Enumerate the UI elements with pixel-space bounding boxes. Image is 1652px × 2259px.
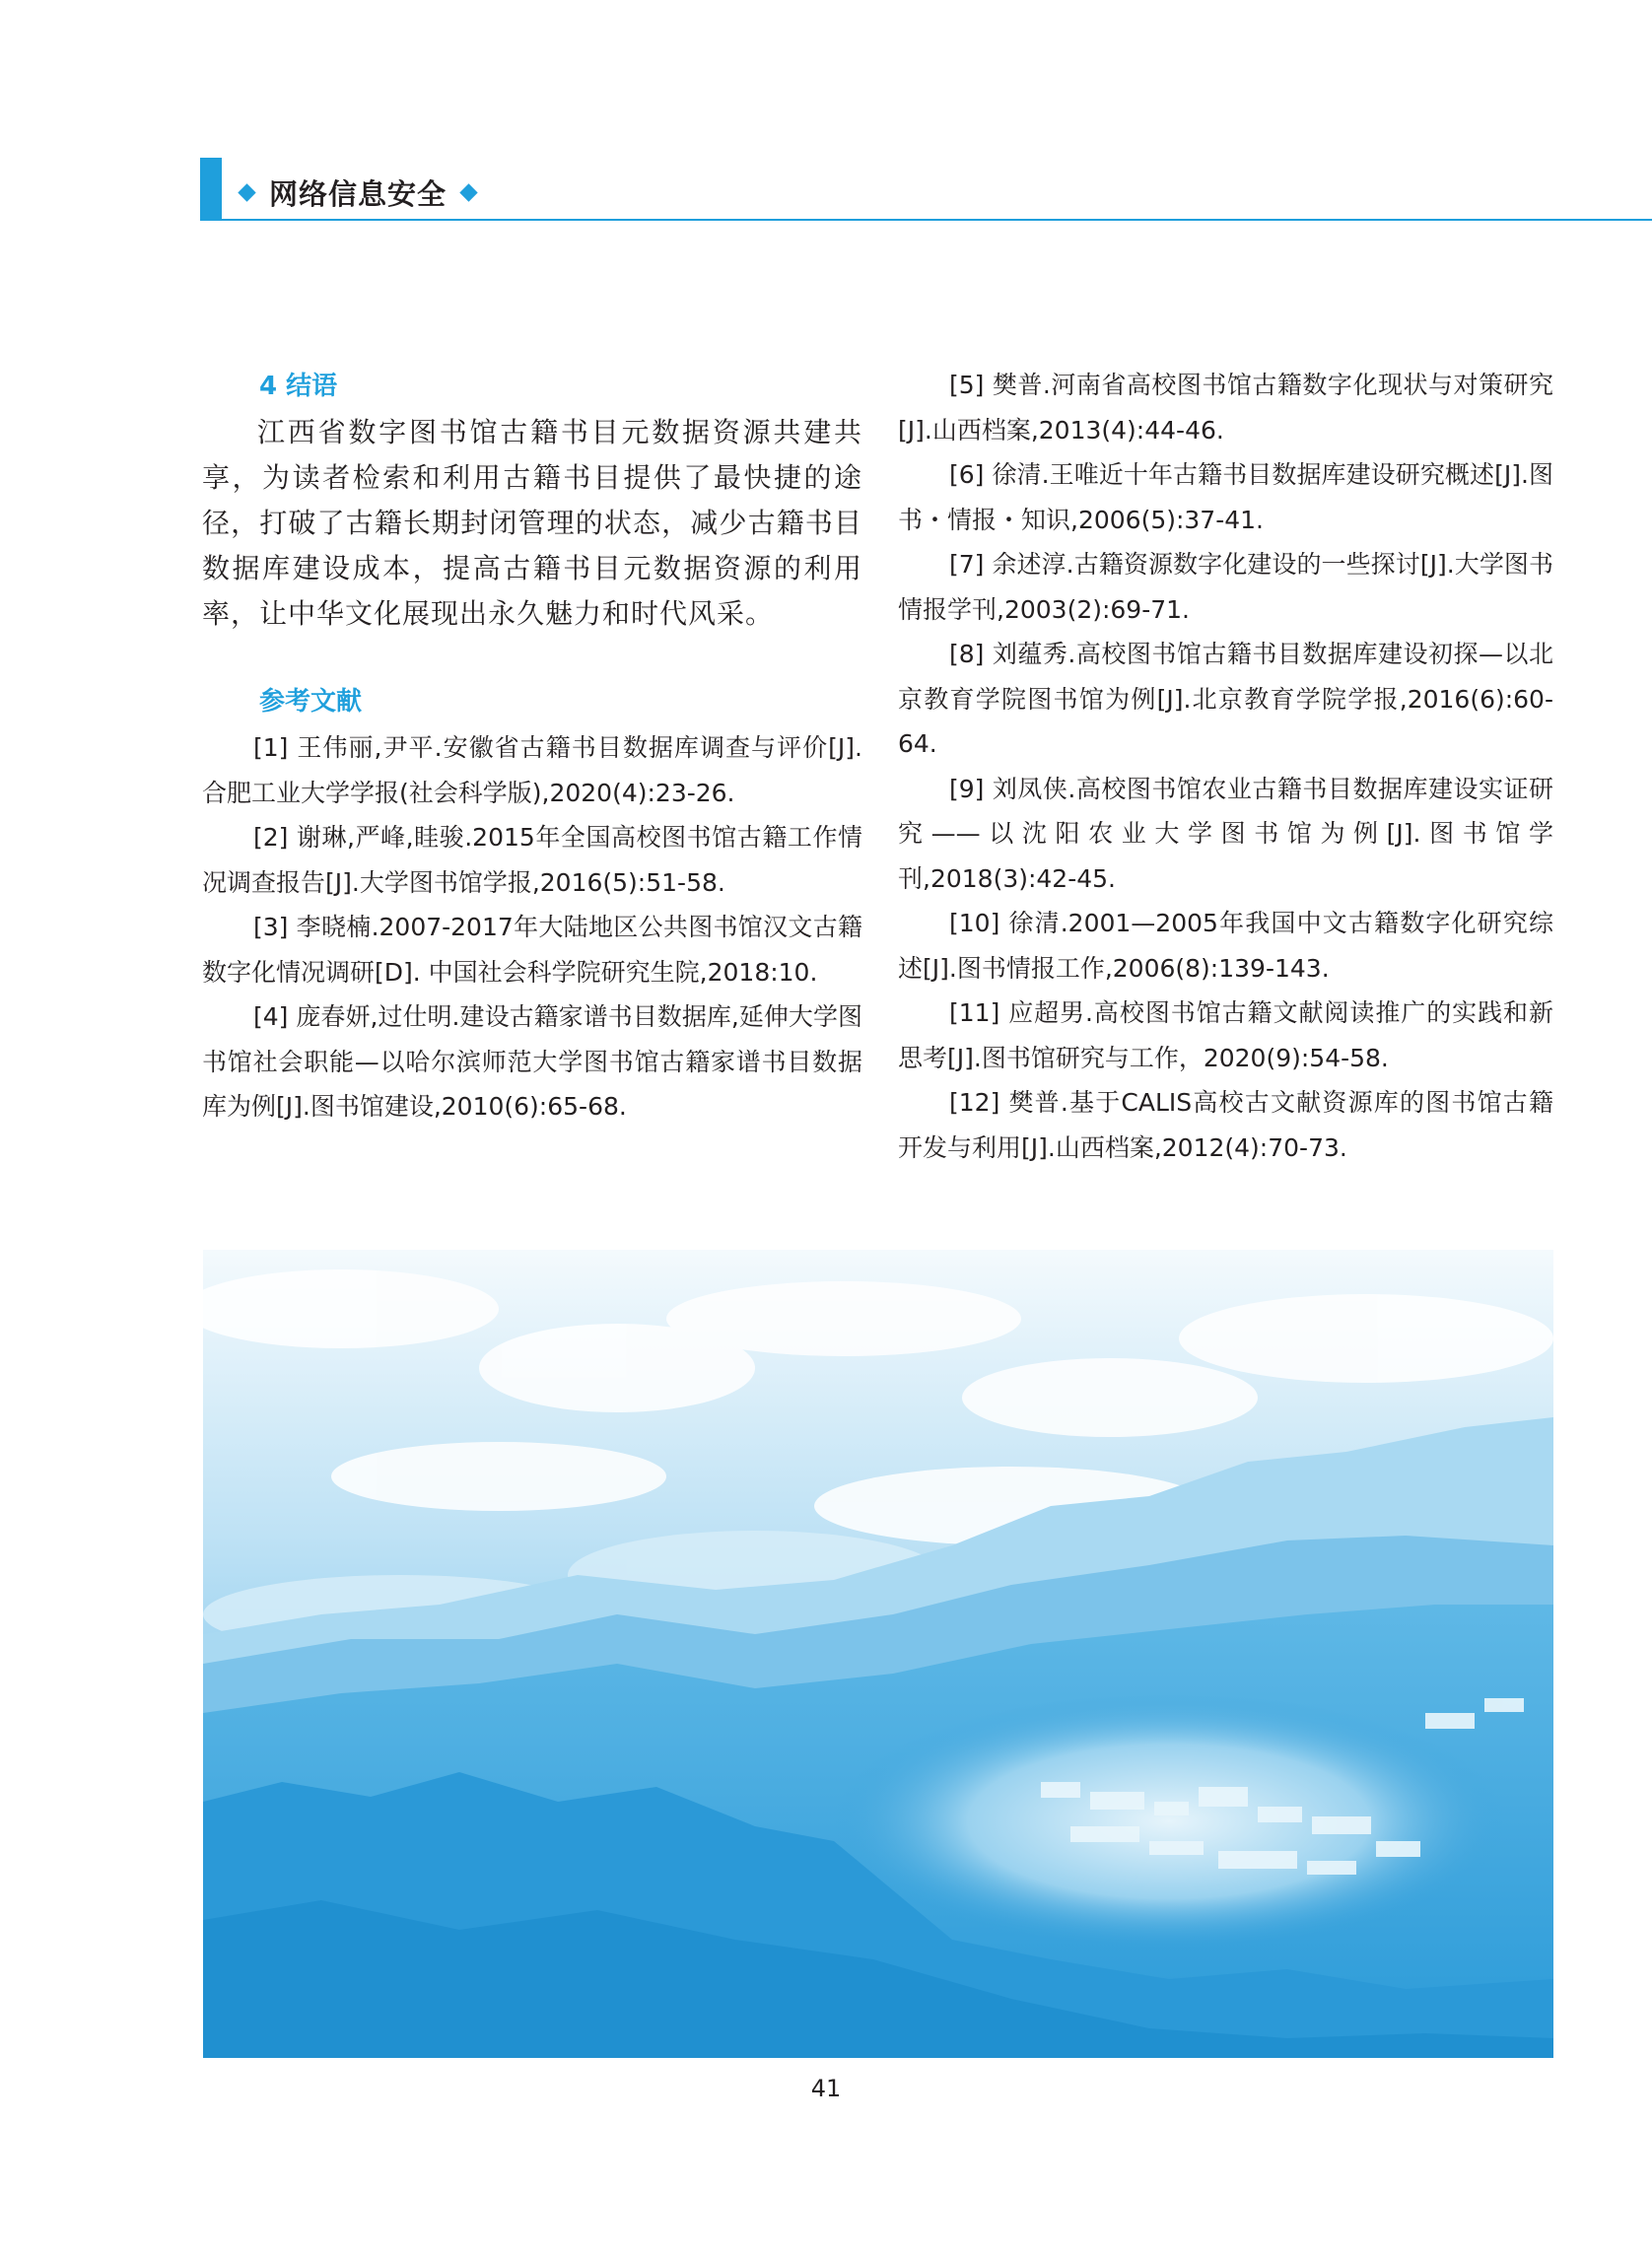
diamond-icon <box>459 183 477 201</box>
header-rule <box>222 219 1652 221</box>
reference-item: [5] 樊普.河南省高校图书馆古籍数字化现状与对策研究[J].山西档案,2013(4):44-46. <box>898 371 1553 445</box>
reference-item: [1] 王伟丽,尹平.安徽省古籍书目数据库调查与评价[J].合肥工业大学学报(社会科学版),2020(4):23-26. <box>202 733 862 807</box>
header-accent-bar <box>200 158 222 221</box>
landscape-photo <box>203 1250 1553 2058</box>
references-heading: 参考文献 <box>259 687 363 717</box>
diamond-icon <box>238 183 255 201</box>
reference-item: [10] 徐清.2001—2005年我国中文古籍数字化研究综述[J].图书情报工作,2006(8):139-143. <box>898 909 1553 983</box>
reference-item: [9] 刘凤侠.高校图书馆农业古籍书目数据库建设实证研究——以沈阳农业大学图书馆为例[J].图书馆学刊,2018(3):42-45. <box>898 774 1553 893</box>
reference-item: [8] 刘蕴秀.高校图书馆古籍书目数据库建设初探—以北京教育学院图书馆为例[J].北京教育学院学报,2016(6):60-64. <box>898 640 1553 758</box>
page-number: 41 <box>810 2075 842 2102</box>
section-header <box>235 166 481 219</box>
reference-item: [11] 应超男.高校图书馆古籍文献阅读推广的实践和新思考[J].图书馆研究与工作，2020(9):54-58. <box>898 998 1553 1072</box>
mountain-landscape-image <box>203 1250 1553 2058</box>
reference-item: [3] 李晓楠.2007-2017年大陆地区公共图书馆汉文古籍数字化情况调研[D]. 中国社会科学院研究生院,2018:10. <box>202 913 862 987</box>
section-header-title: 网络信息安全 <box>269 176 447 211</box>
reference-item: [12] 樊普.基于CALIS高校古文献资源库的图书馆古籍开发与利用[J].山西档案,2012(4):70-73. <box>898 1088 1553 1162</box>
reference-item: [6] 徐清.王唯近十年古籍书目数据库建设研究概述[J].图书・情报・知识,2006(5):37-41. <box>898 460 1553 534</box>
right-column <box>898 363 1553 1170</box>
reference-item: [4] 庞春妍,过仕明.建设古籍家谱书目数据库,延伸大学图书馆社会职能—以哈尔滨师范大学图书馆古籍家谱书目数据库为例[J].图书馆建设,2010(6):65-68. <box>202 1002 862 1121</box>
reference-item: [2] 谢琳,严峰,眭骏.2015年全国高校图书馆古籍工作情况调查报告[J].大学图书馆学报,2016(5):51-58. <box>202 823 862 897</box>
conclusion-paragraph: 江西省数字图书馆古籍书目元数据资源共建共享，为读者检索和利用古籍书目提供了最快捷的途径，打破了古籍长期封闭管理的状态，减少古籍书目数据库建设成本，提高古籍书目元数据资源的利用率，让中华文化展现出永久魅力和时代风采。 <box>202 416 862 630</box>
conclusion-heading: 4 结语 <box>259 372 338 401</box>
left-column <box>202 363 862 1130</box>
reference-item: [7] 余述淳.古籍资源数字化建设的一些探讨[J].大学图书情报学刊,2003(2):69-71. <box>898 550 1553 624</box>
